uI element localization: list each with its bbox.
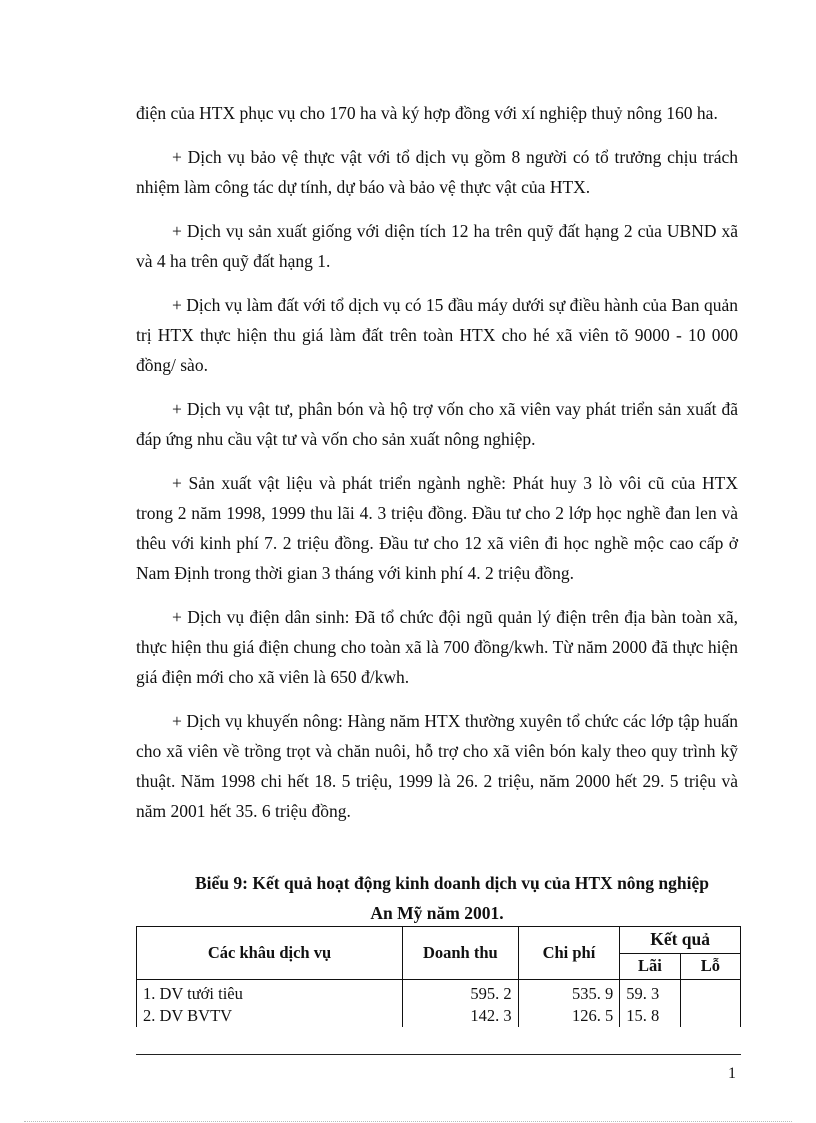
page-number: 1 xyxy=(728,1065,736,1082)
paragraph: + Dịch vụ khuyến nông: Hàng năm HTX thường xuyên tổ chức các lớp tập huấn cho xã viên về trồng trọt và chăn nuôi, hỗ trợ cho xã viên bón kaly theo quy trình kỹ thuật. Năm 1998 chi hết 18. 5 triệu, 1999 là 26. 2 triệu, năm 2000 hết 29. 5 triệu và năm 2001 hết 35. 6 triệu đồng. xyxy=(136,711,738,821)
header-result: Kết quả xyxy=(620,927,741,954)
results-table xyxy=(136,926,741,1027)
table-row xyxy=(137,980,741,1006)
paragraph: + Dịch vụ điện dân sinh: Đã tổ chức đội ngũ quản lý điện trên địa bàn toàn xã, thực hiện thu giá điện chung cho toàn xã là 700 đồng/kwh. Từ năm 2000 đã thực hiện giá điện mới cho xã viên là 650 đ/kwh. xyxy=(136,607,738,687)
header-cost: Chi phí xyxy=(518,927,620,980)
body-text xyxy=(136,98,738,840)
cell-service: 2. DV BVTV xyxy=(137,1005,403,1027)
paragraph: + Dịch vụ làm đất với tổ dịch vụ có 15 đầu máy dưới sự điều hành của Ban quản trị HTX thực hiện thu giá làm đất trên toàn HTX cho hé xã viên tõ 9000 - 10 000 đồng/ sào. xyxy=(136,295,738,375)
table-row xyxy=(137,1005,741,1027)
cell-cost: 126. 5 xyxy=(518,1005,620,1027)
header-service: Các khâu dịch vụ xyxy=(137,927,403,980)
table-caption xyxy=(136,868,738,928)
cell-cost: 535. 9 xyxy=(518,980,620,1006)
table-caption-line-1: Biểu 9: Kết quả hoạt động kinh doanh dịch vụ của HTX nông nghiệp xyxy=(195,873,709,893)
cell-revenue: 595. 2 xyxy=(403,980,519,1006)
paragraph: + Sản xuất vật liệu và phát triển ngành nghề: Phát huy 3 lò vôi cũ của HTX trong 2 năm 1998, 1999 thu lãi 4. 3 triệu đồng. Đầu tư cho 2 lớp học nghề đan len và thêu với kinh phí 7. 2 triệu đồng. Đầu tư cho 12 xã viên đi học nghề mộc cao cấp ở Nam Định trong thời gian 3 tháng với kinh phí 4. 2 triệu đồng. xyxy=(136,473,738,583)
cell-revenue: 142. 3 xyxy=(403,1005,519,1027)
paragraph: + Dịch vụ bảo vệ thực vật với tổ dịch vụ gồm 8 người có tổ trưởng chịu trách nhiệm làm công tác dự tính, dự báo và bảo vệ thực vật của HTX. xyxy=(136,147,738,197)
footer-divider xyxy=(136,1054,741,1055)
cell-profit: 15. 8 xyxy=(620,1005,680,1027)
page-edge-divider xyxy=(24,1121,792,1122)
cell-loss xyxy=(680,980,740,1006)
cell-loss xyxy=(680,1005,740,1027)
paragraph: + Dịch vụ sản xuất giống với diện tích 12 ha trên quỹ đất hạng 2 của UBND xã và 4 ha trên quỹ đất hạng 1. xyxy=(136,221,738,271)
cell-profit: 59. 3 xyxy=(620,980,680,1006)
header-revenue: Doanh thu xyxy=(403,927,519,980)
paragraph: + Dịch vụ vật tư, phân bón và hộ trợ vốn cho xã viên vay phát triển sản xuất đã đáp ứng nhu cầu vật tư và vốn cho sản xuất nông nghiệp. xyxy=(136,399,738,449)
table-caption-line-2: An Mỹ năm 2001. xyxy=(370,903,504,923)
paragraph: điện của HTX phục vụ cho 170 ha và ký hợp đồng với xí nghiệp thuỷ nông 160 ha. xyxy=(136,103,718,123)
cell-service: 1. DV tưới tiêu xyxy=(137,980,403,1006)
header-loss: Lỗ xyxy=(680,953,740,980)
header-profit: Lãi xyxy=(620,953,680,980)
